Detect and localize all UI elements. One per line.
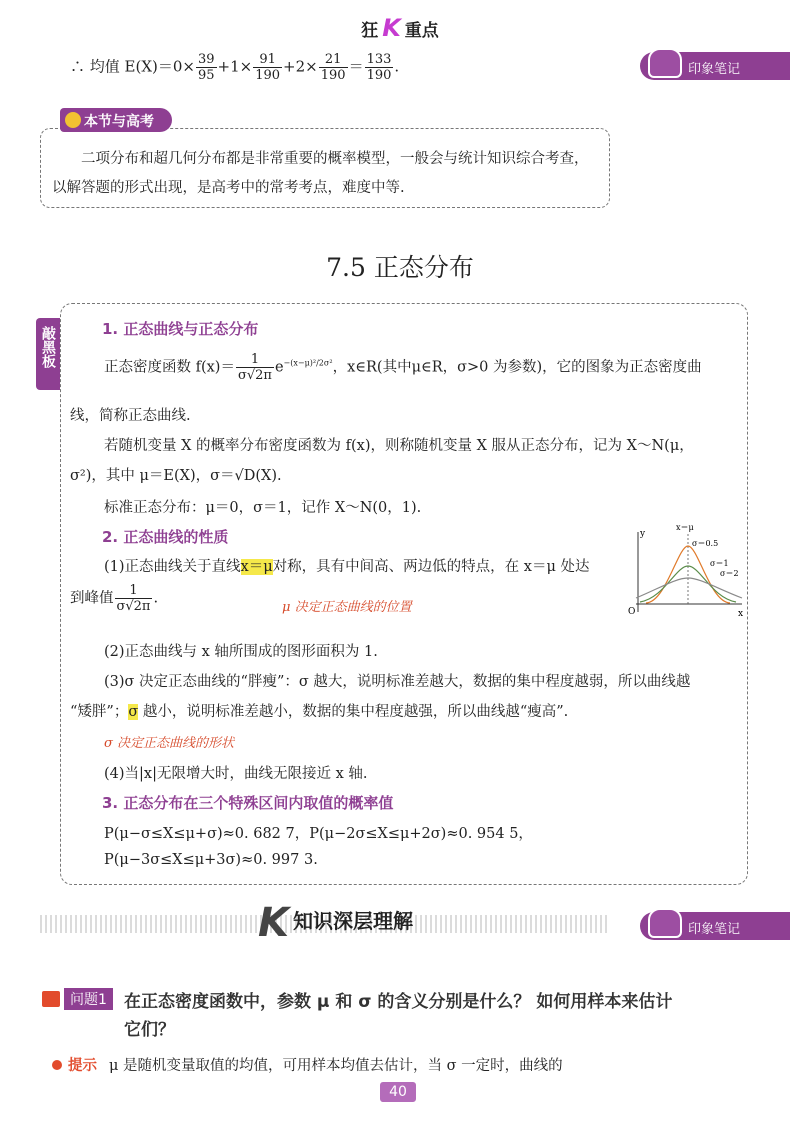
impression-note-tag-bottom xyxy=(640,912,790,940)
book-icon xyxy=(42,991,60,1007)
exam-text: 二项分布和超几何分布都是非常重要的概率模型，一般会与统计知识综合考查，以解答题的形式出现，是高考中的常考考点，难度中等. xyxy=(52,151,589,196)
fraction-3: $\frac{21}{190}$ xyxy=(320,52,346,83)
prob-line-2: P(μ−3σ≤X≤μ+3σ)≈0. 997 3. xyxy=(104,852,318,868)
normal-curves-graph xyxy=(626,522,746,618)
q1a: (1)正态曲线关于直线 xyxy=(104,559,241,575)
q1c: 到峰值 xyxy=(70,590,114,607)
handwritten-note-shape: σ 决定正态曲线的形状 xyxy=(104,736,235,751)
header-k-logo: K xyxy=(382,14,401,42)
tag-label-2: 印象笔记 xyxy=(688,922,741,937)
exp-e: e xyxy=(274,359,284,376)
exam-label-text: 本节与高考 xyxy=(84,114,154,130)
page-header xyxy=(0,14,800,42)
q1-line xyxy=(104,555,589,576)
q1b: 对称，具有中间高、两边低的特点，在 x＝μ 处达 xyxy=(272,559,590,575)
p2b: σ²)，其中 μ＝E(X)，σ＝√D(X). xyxy=(70,468,282,484)
header-left: 狂 xyxy=(361,21,379,41)
exam-label xyxy=(60,108,172,132)
label-s1: σ＝1 xyxy=(710,559,729,568)
deep-title-text: 知识深层理解 xyxy=(293,909,413,933)
page-number: 40 xyxy=(380,1082,416,1102)
elephant-icon xyxy=(648,48,682,78)
q2: (2)正态曲线与 x 轴所围成的图形面积为 1. xyxy=(104,644,378,660)
q3b-line xyxy=(70,700,740,721)
p1b: ，x∈R(其中μ∈R，σ>0 为参数)，它的图象为正态密度曲 xyxy=(332,359,702,376)
highlight-x-mu: x＝μ xyxy=(240,559,273,575)
exponent: −(x−μ)²/2σ² xyxy=(283,358,333,368)
density-fraction: $\frac{1}{\sigma√2\pi}$ xyxy=(237,352,272,383)
fraction-2: $\frac{91}{190}$ xyxy=(255,52,281,83)
heading-3: 3. 正态分布在三个特殊区间内取值的概率值 xyxy=(102,794,394,812)
side-tab xyxy=(36,318,60,390)
fraction-4: $\frac{133}{190}$ xyxy=(366,52,392,83)
deep-k-logo: K xyxy=(258,900,289,946)
handwritten-note-position: μ 决定正态曲线的位置 xyxy=(282,600,412,615)
hint-label: 提示 xyxy=(68,1058,97,1074)
deep-understanding-title xyxy=(258,900,413,946)
heading-2: 2. 正态曲线的性质 xyxy=(102,528,229,546)
p1a: 正态密度函数 f(x)＝ xyxy=(104,359,235,376)
prob-line-1: P(μ−σ≤X≤μ+σ)≈0. 682 7，P(μ−2σ≤X≤μ+2σ)≈0. 954 5， xyxy=(104,826,533,842)
peak-fraction: $\frac{1}{\sigma√2\pi}$ xyxy=(116,583,151,614)
label-x: x xyxy=(738,609,744,618)
expected-value-line xyxy=(70,52,399,83)
side-tab-label: 敲黑板 xyxy=(40,326,56,368)
p1c: 线，简称正态曲线. xyxy=(70,408,191,424)
mean-prefix: ∴ 均值 E(X)＝0× xyxy=(70,57,195,76)
tag-label: 印象笔记 xyxy=(688,62,741,77)
label-origin: O xyxy=(628,607,636,617)
q4: (4)当|x|无限增大时，曲线无限接近 x 轴. xyxy=(104,766,368,782)
q3b-pre: “矮胖”； xyxy=(70,704,129,720)
mean-mid1: +1× xyxy=(217,57,253,76)
hint-line xyxy=(52,1054,563,1075)
density-formula-line xyxy=(104,352,744,383)
elephant-icon-2 xyxy=(648,908,682,938)
question-label xyxy=(42,988,113,1010)
label-y: y xyxy=(640,529,646,539)
label-s05: σ＝0.5 xyxy=(692,539,719,548)
label-s2: σ＝2 xyxy=(720,569,739,578)
mean-eq: ＝ xyxy=(348,57,364,76)
header-right: 重点 xyxy=(404,21,439,41)
question-text: 在正态密度函数中，参数 μ 和 σ 的含义分别是什么？ 如何用样本来估计它们？ xyxy=(124,992,673,1040)
fraction-1: $\frac{39}{95}$ xyxy=(197,52,215,83)
mean-mid2: +2× xyxy=(283,57,318,76)
q1c-line: 到峰值 $\frac{1}{\sigma√2\pi}$ . xyxy=(70,583,159,614)
q3b: 越小，说明标准差越小，数据的集中程度越强，所以曲线越“瘦高”. xyxy=(138,704,569,720)
curve-sigma-2 xyxy=(636,578,742,598)
section-title: 7.5 正态分布 xyxy=(326,253,474,282)
p2a: 若随机变量 X 的概率分布密度函数为 f(x)，则称随机变量 X 服从正态分布，记为 X～N(μ， xyxy=(104,438,694,454)
mean-end: . xyxy=(394,57,400,76)
hint-dot-icon xyxy=(52,1060,62,1070)
label-x-mu: x＝μ xyxy=(676,523,694,532)
heading-1: 1. 正态曲线与正态分布 xyxy=(102,320,259,338)
highlight-sigma: σ xyxy=(128,704,139,720)
q3a: (3)σ 决定正态曲线的“胖瘦”：σ 越大，说明标准差越大，数据的集中程度越弱，所以曲线越 xyxy=(104,674,691,690)
p3: 标准正态分布：μ＝0，σ＝1，记作 X～N(0，1). xyxy=(104,500,422,516)
impression-note-tag-top xyxy=(640,52,790,80)
pencil-icon xyxy=(62,109,84,131)
hint-text: μ 是随机变量取值的均值，可用样本均值去估计，当 σ 一定时，曲线的 xyxy=(109,1058,563,1074)
question-label-text: 问题1 xyxy=(64,988,113,1010)
